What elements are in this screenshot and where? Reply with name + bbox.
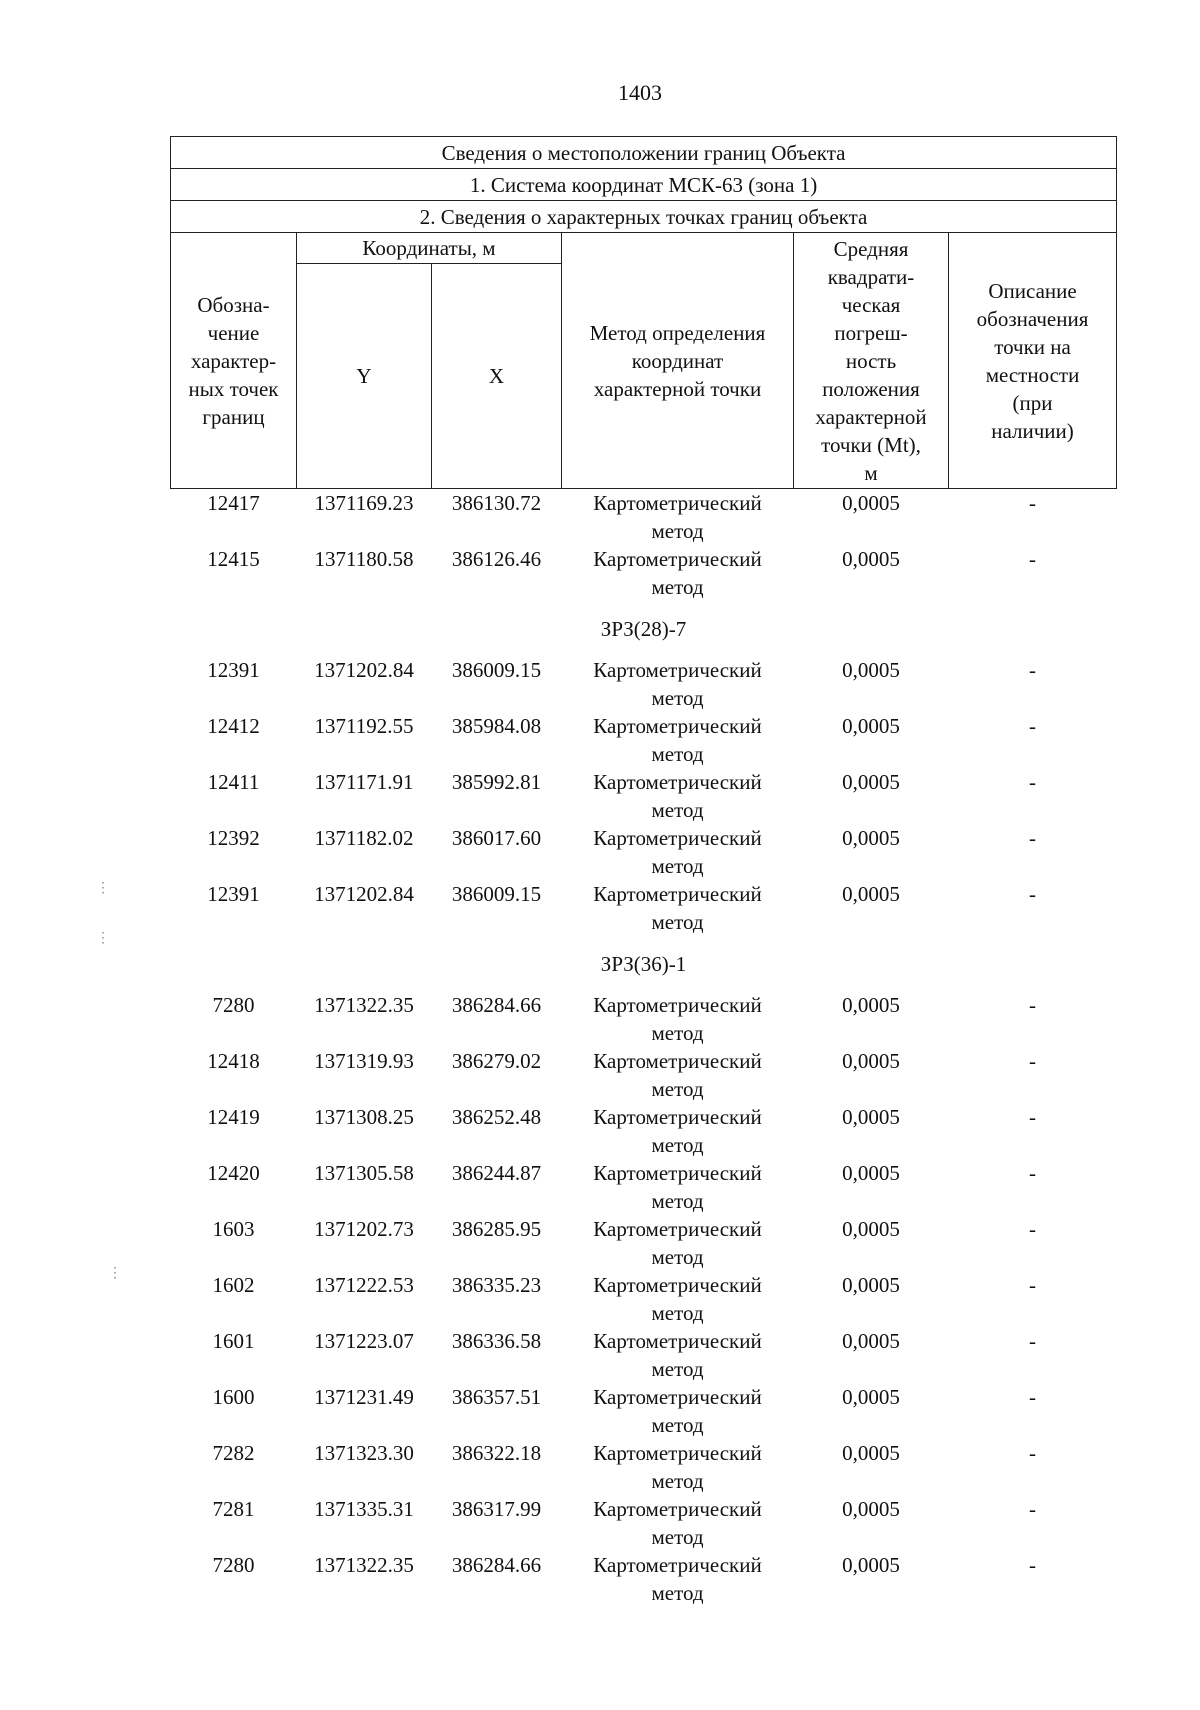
description: - [1029,882,1037,906]
mt-error: 0,0005 [842,993,900,1017]
coord-x: 386126.46 [451,547,542,571]
method [562,1439,794,1495]
point-id: 1603 [212,1217,255,1241]
description: - [1029,1385,1037,1409]
method [562,545,794,601]
section-label: ЗРЗ(36)-1 [600,951,687,976]
coord-y: 1371202.84 [314,658,414,682]
section-label: ЗРЗ(28)-7 [600,616,687,641]
point-id: 12391 [207,658,260,682]
coord-x: 386017.60 [451,826,542,850]
coord-y: 1371305.58 [314,1161,414,1185]
description: - [1029,1553,1037,1577]
coord-y: 1371169.23 [314,491,414,515]
table-row [171,712,1117,768]
description: - [1029,993,1037,1017]
method-line2: метод [651,854,704,878]
mt-error: 0,0005 [842,1553,900,1577]
method [562,1327,794,1383]
method-line1: Картометрический [593,1105,762,1129]
description: - [1029,658,1037,682]
table-row [171,1103,1117,1159]
table-body [171,489,1117,1608]
page-number: 1403 [618,80,662,105]
method-line1: Картометрический [593,1161,762,1185]
method-line1: Картометрический [593,1217,762,1241]
coord-x: 386244.87 [451,1161,542,1185]
coord-x: 386279.02 [451,1049,542,1073]
coord-x: 386285.95 [451,1217,542,1241]
table-row [171,991,1117,1047]
header-description: Описание обозначения точки на местности (при наличии) [949,233,1117,489]
point-id: 7282 [212,1441,255,1465]
method-line2: метод [651,1189,704,1213]
method-line1: Картометрический [593,1385,762,1409]
table-row [171,1271,1117,1327]
coord-y: 1371192.55 [314,714,414,738]
coord-x: 385992.81 [451,770,542,794]
coord-x: 386284.66 [451,993,542,1017]
method-line2: метод [651,1469,704,1493]
coord-y: 1371335.31 [314,1497,414,1521]
point-id: 12391 [207,882,260,906]
method [562,1383,794,1439]
description: - [1029,1105,1037,1129]
point-id: 12417 [207,491,260,515]
header-designation: Обозна- чение характер- ных точек границ [171,233,297,489]
coord-y: 1371323.30 [314,1441,414,1465]
method-line1: Картометрический [593,770,762,794]
mt-error: 0,0005 [842,1385,900,1409]
coord-x: 386335.23 [451,1273,542,1297]
method-line1: Картометрический [593,658,762,682]
method-line1: Картометрический [593,1273,762,1297]
method [562,656,794,712]
scan-mark: ⋮ [96,931,110,946]
mt-error: 0,0005 [842,491,900,515]
table-row [171,1551,1117,1607]
mt-error: 0,0005 [842,1049,900,1073]
mt-error: 0,0005 [842,1105,900,1129]
method-line1: Картометрический [593,826,762,850]
method-line2: метод [651,519,704,543]
mt-error: 0,0005 [842,826,900,850]
method-line2: метод [651,1357,704,1381]
mt-error: 0,0005 [842,1441,900,1465]
point-id: 12411 [207,770,260,794]
method-line2: метод [651,1245,704,1269]
method-line2: метод [651,1133,704,1157]
table-row [171,880,1117,936]
coord-y: 1371182.02 [314,826,414,850]
description: - [1029,1273,1037,1297]
description: - [1029,714,1037,738]
header-coordinates: Координаты, м [297,233,562,264]
method [562,1495,794,1551]
table-row [171,489,1117,546]
point-id: 1600 [212,1385,255,1409]
coord-x: 386284.66 [451,1553,542,1577]
method [562,1551,794,1607]
method-line1: Картометрический [593,993,762,1017]
table-row [171,768,1117,824]
header-error: Средняя квадрати- ческая погреш- ность положения характерной точки (Mt), м [794,233,949,489]
description: - [1029,1329,1037,1353]
coord-y: 1371202.73 [314,1217,414,1241]
header-y: Y [297,264,432,489]
point-id: 12419 [207,1105,260,1129]
coord-y: 1371319.93 [314,1049,414,1073]
method-line2: метод [651,1301,704,1325]
method [562,768,794,824]
scan-mark: ⋮ [96,881,110,896]
mt-error: 0,0005 [842,547,900,571]
coord-y: 1371171.91 [314,770,414,794]
coord-y: 1371322.35 [314,1553,414,1577]
description: - [1029,770,1037,794]
table-title-coordinate-system: 1. Система координат МСК-63 (зона 1) [171,169,1117,201]
method-line2: метод [651,1077,704,1101]
method [562,880,794,936]
coord-y: 1371322.35 [314,993,414,1017]
section-row [171,936,1117,991]
table-row [171,1383,1117,1439]
method-line2: метод [651,1581,704,1605]
scan-mark: ⋮ [108,1266,122,1281]
coord-y: 1371308.25 [314,1105,414,1129]
method-line1: Картометрический [593,1553,762,1577]
coord-x: 386009.15 [451,658,542,682]
point-id: 12418 [207,1049,260,1073]
mt-error: 0,0005 [842,882,900,906]
method [562,1215,794,1271]
point-id: 12420 [207,1161,260,1185]
table-row [171,545,1117,601]
coord-x: 386009.15 [451,882,542,906]
coord-x: 386317.99 [451,1497,542,1521]
method [562,1103,794,1159]
description: - [1029,1441,1037,1465]
mt-error: 0,0005 [842,770,900,794]
mt-error: 0,0005 [842,714,900,738]
coord-y: 1371222.53 [314,1273,414,1297]
method-line1: Картометрический [593,1049,762,1073]
point-id: 12412 [207,714,260,738]
coord-x: 386357.51 [451,1385,542,1409]
coord-x: 386130.72 [451,491,542,515]
mt-error: 0,0005 [842,658,900,682]
method-line2: метод [651,798,704,822]
description: - [1029,1049,1037,1073]
description: - [1029,491,1037,515]
method-line1: Картометрический [593,1441,762,1465]
table-header [171,137,1117,489]
point-id: 12392 [207,826,260,850]
point-id: 7281 [212,1497,255,1521]
method-line1: Картометрический [593,882,762,906]
method-line1: Картометрический [593,491,762,515]
method-line2: метод [651,686,704,710]
mt-error: 0,0005 [842,1329,900,1353]
table-row [171,1215,1117,1271]
method [562,489,794,546]
method [562,991,794,1047]
method [562,712,794,768]
table-title-points: 2. Сведения о характерных точках границ объекта [171,201,1117,233]
table-row [171,656,1117,712]
coord-x: 386252.48 [451,1105,542,1129]
description: - [1029,547,1037,571]
coord-x: 386322.18 [451,1441,542,1465]
table-row [171,1327,1117,1383]
method-line2: метод [651,1413,704,1437]
table-row [171,1159,1117,1215]
table-row [171,1047,1117,1103]
method-line1: Картометрический [593,1497,762,1521]
point-id: 1601 [212,1329,255,1353]
method-line2: метод [651,742,704,766]
description: - [1029,1497,1037,1521]
point-id: 1602 [212,1273,255,1297]
mt-error: 0,0005 [842,1161,900,1185]
description: - [1029,826,1037,850]
description: - [1029,1217,1037,1241]
section-row [171,601,1117,656]
method-line1: Картометрический [593,547,762,571]
point-id: 7280 [212,1553,255,1577]
description: - [1029,1161,1037,1185]
mt-error: 0,0005 [842,1497,900,1521]
table-title-location: Сведения о местоположении границ Объекта [171,137,1117,169]
coord-y: 1371231.49 [314,1385,414,1409]
boundary-points-table [170,136,1117,1607]
method-line2: метод [651,1021,704,1045]
table-row [171,1495,1117,1551]
header-x: X [432,264,562,489]
method [562,1271,794,1327]
point-id: 12415 [207,547,260,571]
method [562,1159,794,1215]
coord-y: 1371202.84 [314,882,414,906]
coord-y: 1371180.58 [314,547,414,571]
coord-x: 386336.58 [451,1329,542,1353]
method [562,824,794,880]
method-line1: Картометрический [593,714,762,738]
method-line2: метод [651,575,704,599]
method-line2: метод [651,910,704,934]
table-row [171,824,1117,880]
point-id: 7280 [212,993,255,1017]
method-line1: Картометрический [593,1329,762,1353]
header-method: Метод определения координат характерной точки [562,233,794,489]
mt-error: 0,0005 [842,1217,900,1241]
coord-x: 385984.08 [451,714,542,738]
mt-error: 0,0005 [842,1273,900,1297]
table-row [171,1439,1117,1495]
coord-y: 1371223.07 [314,1329,414,1353]
method-line2: метод [651,1525,704,1549]
method [562,1047,794,1103]
